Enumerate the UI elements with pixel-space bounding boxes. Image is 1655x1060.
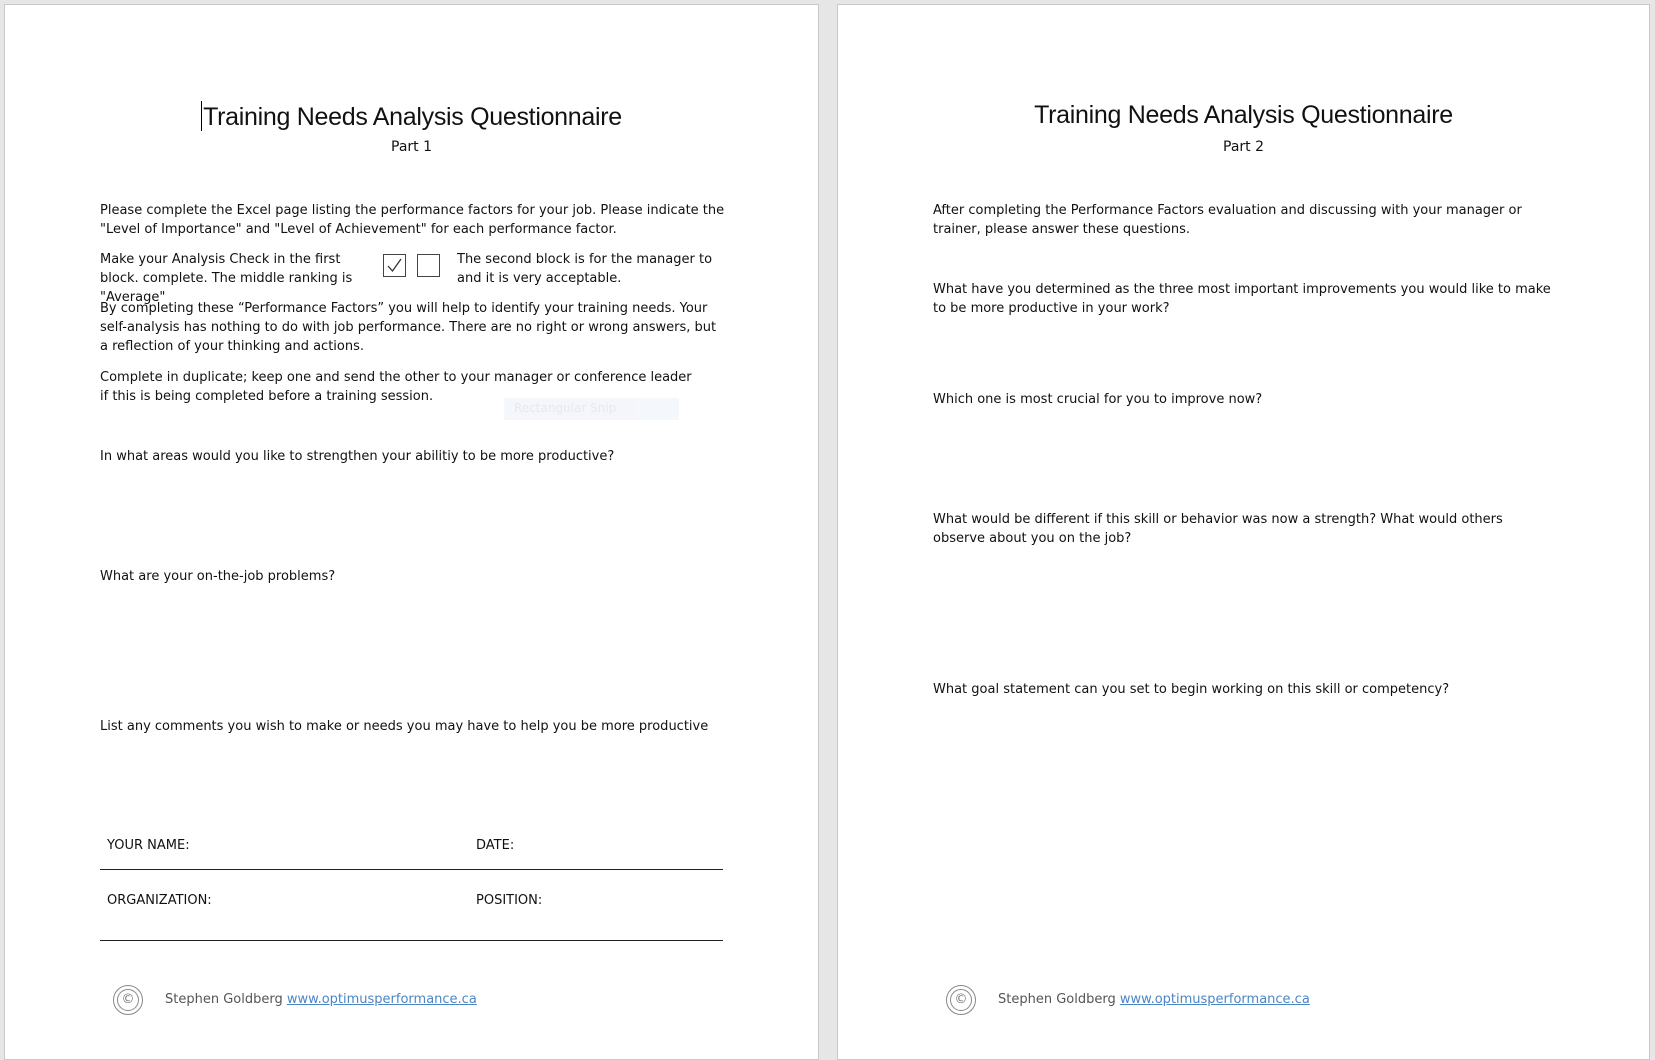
position-label[interactable]: POSITION:: [476, 893, 543, 908]
manager-checkbox[interactable]: [417, 254, 440, 277]
footer-author: Stephen Goldberg: [165, 992, 283, 1007]
form-divider-1: [100, 869, 723, 870]
form-divider-2: [100, 940, 723, 941]
question-improvements[interactable]: What have you determined as the three most important improvements you would like to make to be more productive in your work?: [933, 282, 1551, 316]
footer-link[interactable]: www.optimusperformance.ca: [286, 992, 477, 1007]
question-different[interactable]: What would be different if this skill or behavior was now a strength? What would others observe about you on the job?: [933, 512, 1503, 546]
document-page-1[interactable]: [4, 4, 819, 1060]
text-cursor: [201, 101, 202, 131]
page-title[interactable]: Training Needs Analysis Questionnaire: [1034, 101, 1453, 129]
check-instruction-right[interactable]: The second block is for the manager to and it is very acceptable.: [457, 252, 713, 286]
document-page-2[interactable]: [837, 4, 1650, 1060]
question-problems[interactable]: What are your on-the-job problems?: [100, 569, 336, 584]
page-subtitle[interactable]: Part 1: [391, 139, 432, 155]
page-subtitle[interactable]: Part 2: [1223, 139, 1264, 155]
duplicate-paragraph[interactable]: Complete in duplicate; keep one and send the other to your manager or conference leader if this is being completed before a training session.: [100, 370, 692, 404]
factors-paragraph[interactable]: By completing these “Performance Factors” you will help to identify your training needs. Your self-analysis has nothing to do with job performance. There are no right or wrong answers, but a reflection of your thinking and actions.: [100, 301, 717, 354]
your-name-label[interactable]: YOUR NAME:: [107, 838, 190, 853]
checkmark-icon: [386, 257, 403, 274]
snip-tool-overlay: Rectangular Snip: [504, 398, 679, 420]
organization-label[interactable]: ORGANIZATION:: [107, 893, 212, 908]
copyright-icon: ©: [113, 985, 143, 1015]
copyright-icon: ©: [946, 985, 976, 1015]
footer-author: Stephen Goldberg: [998, 992, 1116, 1007]
intro-paragraph[interactable]: After completing the Performance Factors evaluation and discussing with your manager or trainer, please answer these questions.: [933, 203, 1522, 237]
date-label[interactable]: DATE:: [476, 838, 515, 853]
question-strengthen[interactable]: In what areas would you like to strengthen your abilitiy to be more productive?: [100, 449, 615, 464]
question-goal[interactable]: What goal statement can you set to begin working on this skill or competency?: [933, 682, 1450, 697]
question-crucial[interactable]: Which one is most crucial for you to improve now?: [933, 392, 1263, 407]
footer-link[interactable]: www.optimusperformance.ca: [1119, 992, 1310, 1007]
page-title[interactable]: Training Needs Analysis Questionnaire: [203, 103, 622, 131]
analysis-checkbox-checked[interactable]: [383, 254, 406, 277]
question-comments[interactable]: List any comments you wish to make or needs you may have to help you be more productive: [100, 719, 709, 734]
check-instruction-left[interactable]: Make your Analysis Check in the first block. complete. The middle ranking is "Average": [100, 252, 353, 305]
intro-paragraph[interactable]: Please complete the Excel page listing the performance factors for your job. Please indicate the "Level of Importance" and "Level of Achievement" for each performance factor.: [100, 203, 725, 237]
